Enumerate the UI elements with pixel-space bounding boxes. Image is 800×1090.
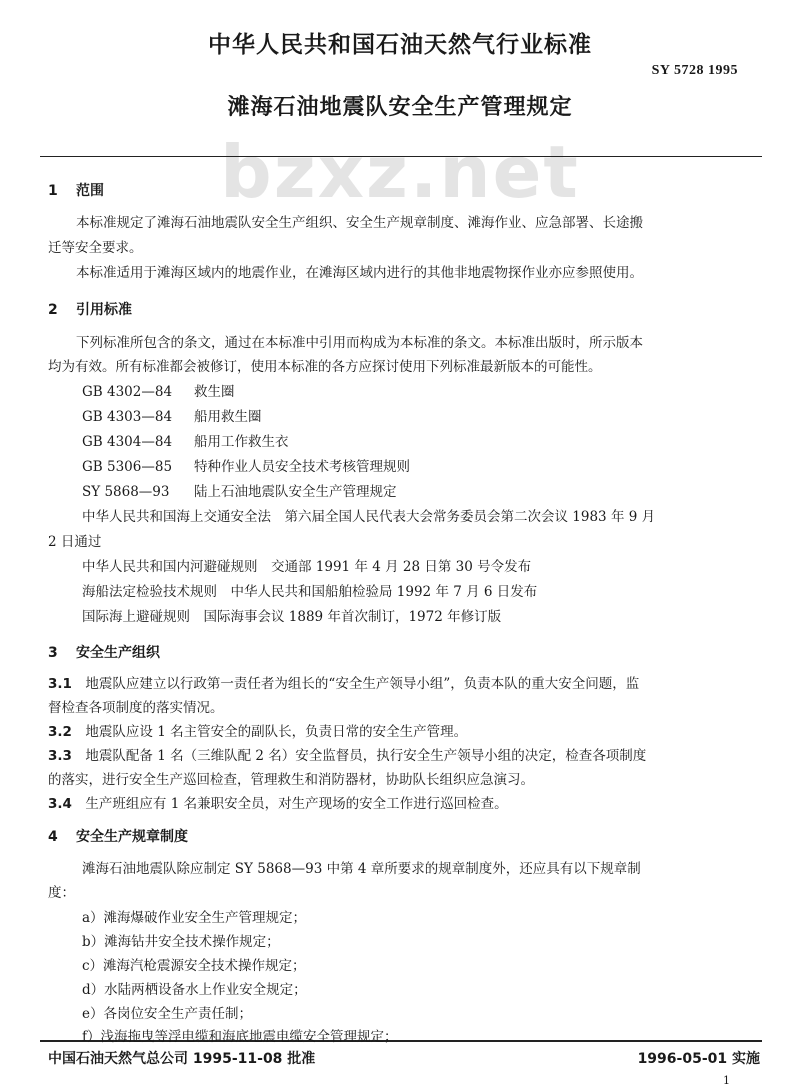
reference-name: 救生圈	[194, 384, 235, 400]
reference-item	[82, 430, 289, 450]
clause-number: 3.2	[48, 724, 72, 740]
reference-code: SY 5868—93	[82, 484, 170, 500]
effective-date: 1996-05-01 实施	[637, 1051, 760, 1067]
section-1-heading	[48, 180, 104, 200]
clause-text: 生产班组应有 1 名兼职安全员，对生产现场的安全工作进行巡回检查。	[85, 796, 508, 812]
clause-text: 地震队应建立以行政第一责任者为组长的“安全生产领导小组”，负责本队的重大安全问题，监	[85, 676, 640, 692]
list-item: f）浅海拖曳等浮电缆和海底地震电缆安全管理规定；	[82, 1029, 398, 1045]
paragraph: 督检查各项制度的落实情况。	[48, 700, 224, 716]
section-number: 4	[48, 829, 58, 845]
section-number: 1	[48, 183, 58, 199]
section-title: 安全生产组织	[76, 645, 160, 661]
reference-name: 船用救生圈	[194, 409, 262, 425]
list-item: b）滩海钻井安全技术操作规定；	[82, 934, 280, 950]
clause-number: 3.1	[48, 676, 72, 692]
reference-item	[82, 405, 262, 425]
watermark: bzxz.net	[220, 130, 580, 214]
section-number: 2	[48, 302, 58, 318]
section-title: 范围	[76, 183, 104, 199]
clause-text: 地震队配备 1 名（三维队配 2 名）安全监督员，执行安全生产领导小组的决定，检查各项制度	[85, 748, 647, 764]
section-number: 3	[48, 645, 58, 661]
page-number: 1	[723, 1074, 730, 1087]
clause-3-2	[48, 720, 467, 740]
standard-category: 中华人民共和国石油天然气行业标准	[208, 32, 592, 58]
standard-number: SY 5728 1995	[651, 63, 738, 78]
document-title: 滩海石油地震队安全生产管理规定	[227, 95, 573, 120]
list-item: d）水陆两栖设备水上作业安全规定；	[82, 982, 307, 998]
header-divider	[40, 156, 762, 157]
paragraph: 本标准适用于滩海区域内的地震作业，在滩海区域内进行的其他非地震物探作业亦应参照使用。	[76, 265, 643, 281]
law-reference: 2 日通过	[48, 534, 102, 550]
clause-3-3	[48, 744, 646, 764]
reference-code: GB 5306—85	[82, 459, 173, 475]
paragraph: 的落实，进行安全生产巡回检查，管理救生和消防器材，协助队长组织应急演习。	[48, 772, 534, 788]
reference-name: 特种作业人员安全技术考核管理规则	[194, 459, 410, 475]
paragraph: 均为有效。所有标准都会被修订，使用本标准的各方应探讨使用下列标准最新版本的可能性。	[48, 359, 602, 375]
reference-item	[82, 380, 235, 400]
section-2-heading	[48, 299, 132, 319]
paragraph: 下列标准所包含的条文，通过在本标准中引用而构成为本标准的条文。本标准出版时，所示版本	[76, 335, 643, 351]
section-title: 安全生产规章制度	[76, 829, 188, 845]
law-reference: 海船法定检验技术规则 中华人民共和国船舶检验局 1992 年 7 月 6 日发布	[82, 584, 538, 600]
clause-3-1	[48, 672, 639, 692]
section-3-heading	[48, 642, 160, 662]
paragraph: 滩海石油地震队除应制定 SY 5868—93 中第 4 章所要求的规章制度外，还应具有以下规章制	[82, 861, 641, 877]
approval-line: 中国石油天然气总公司 1995-11-08 批准	[48, 1051, 316, 1067]
paragraph: 本标准规定了滩海石油地震队安全生产组织、安全生产规章制度、滩海作业、应急部署、长途搬	[76, 215, 643, 231]
list-item: a）滩海爆破作业安全生产管理规定；	[82, 910, 307, 926]
reference-code: GB 4303—84	[82, 409, 173, 425]
reference-name: 陆上石油地震队安全生产管理规定	[194, 484, 397, 500]
paragraph: 迁等安全要求。	[48, 240, 143, 256]
law-reference: 中华人民共和国内河避碰规则 交通部 1991 年 4 月 28 日第 30 号令发布	[82, 559, 532, 575]
clause-3-4	[48, 792, 508, 812]
reference-code: GB 4302—84	[82, 384, 173, 400]
list-item: c）滩海汽枪震源安全技术操作规定；	[82, 958, 306, 974]
law-reference: 国际海上避碰规则 国际海事会议 1889 年首次制订，1972 年修订版	[82, 609, 502, 625]
law-reference: 中华人民共和国海上交通安全法 第六届全国人民代表大会常务委员会第二次会议 1983 年 9 月	[82, 509, 656, 525]
clause-number: 3.4	[48, 796, 72, 812]
section-title: 引用标准	[76, 302, 132, 318]
reference-name: 船用工作救生衣	[194, 434, 289, 450]
paragraph: 度：	[48, 885, 75, 901]
clause-number: 3.3	[48, 748, 72, 764]
section-4-heading	[48, 826, 188, 846]
reference-item	[82, 455, 410, 475]
reference-item	[82, 480, 397, 500]
clause-text: 地震队应设 1 名主管安全的副队长，负责日常的安全生产管理。	[85, 724, 468, 740]
list-item: e）各岗位安全生产责任制；	[82, 1006, 252, 1022]
reference-code: GB 4304—84	[82, 434, 173, 450]
